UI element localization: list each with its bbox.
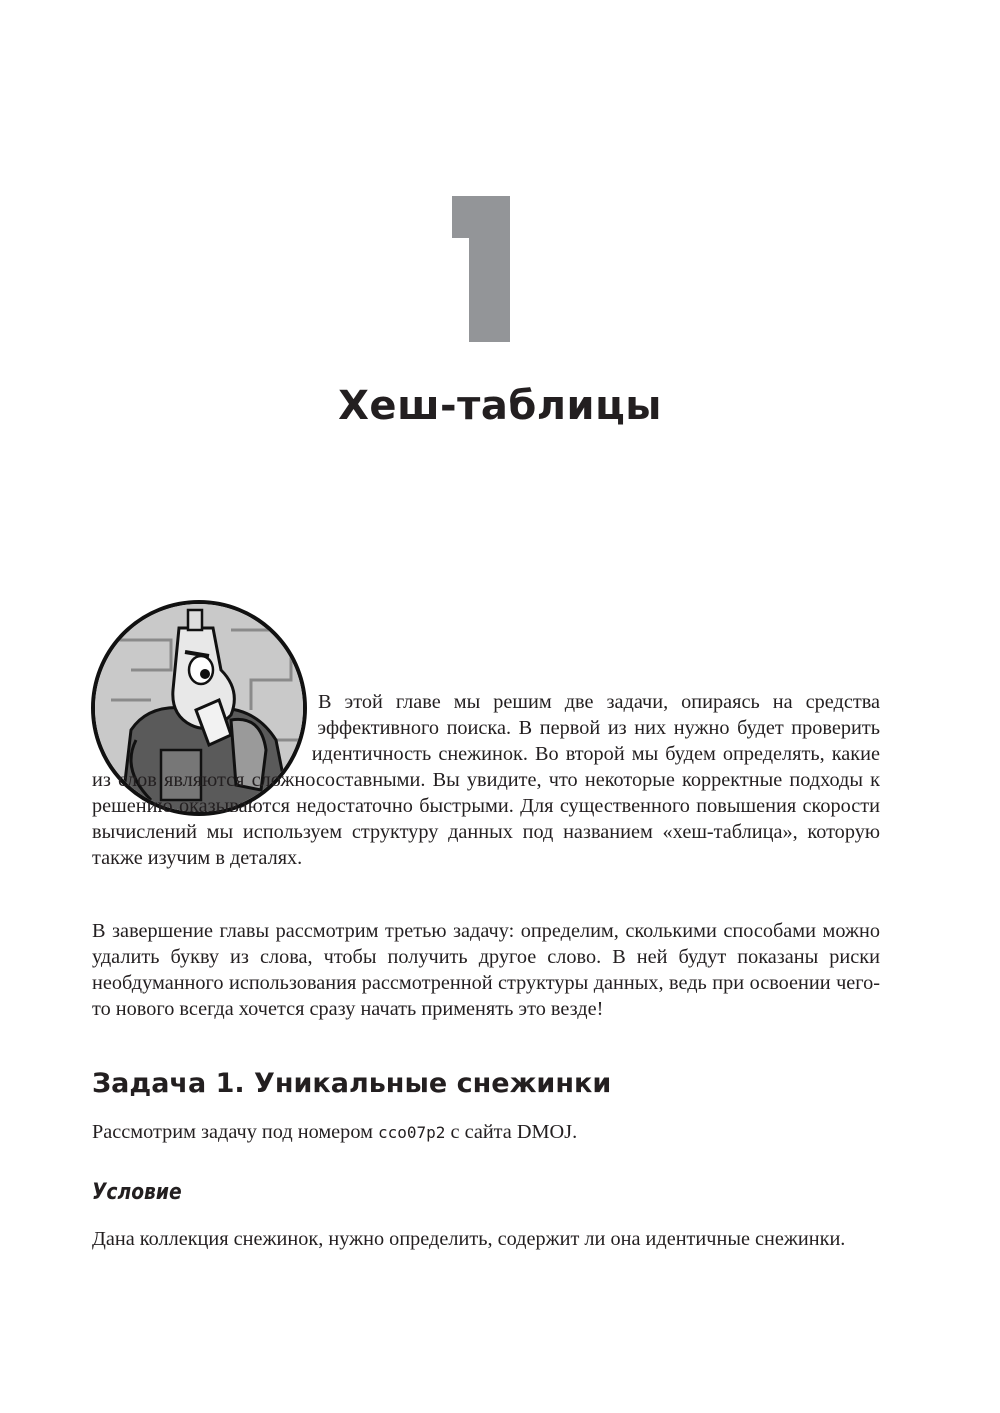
section-intro-suffix: с сайта DMOJ. [445,1121,578,1143]
section-heading: Задача 1. Уникальные снежинки [92,1068,612,1099]
problem-code: cco07p2 [377,1123,446,1142]
intro-paragraph: В этой главе мы решим две задачи, опираясь на средства эффективного поиска. В первой из них нужно будет проверить идентичность снежинок. Во второй мы будем определять, какие из слов являются сложносоставными. Вы увидите, что некоторые корректные подходы к решению оказываются недостаточно быстрыми. Для существенного повышения скорости вычислений мы используем структуру данных под названием «хеш-таблица», которую также изучим в деталях. [92,691,880,869]
chapter-number-glyph [452,196,510,342]
subsection-text: Дана коллекция снежинок, нужно определить, содержит ли она идентичные снежинки. [92,1228,846,1250]
section-intro [92,1119,577,1146]
chapter-number [0,196,1000,346]
subsection-heading: Условие [92,1180,182,1205]
intro-paragraph-2: В завершение главы рассмотрим третью задачу: определим, сколькими способами можно удалить букву из слова, чтобы получить другое слово. В ней будут показаны риски необдуманного использования рассмотренной структуры данных, ведь при освоении чего-то нового всегда хочется сразу начать применять это везде! [92,920,880,1020]
chapter-title: Хеш-таблицы [338,383,662,429]
section-intro-prefix: Рассмотрим задачу под номером [92,1121,378,1143]
